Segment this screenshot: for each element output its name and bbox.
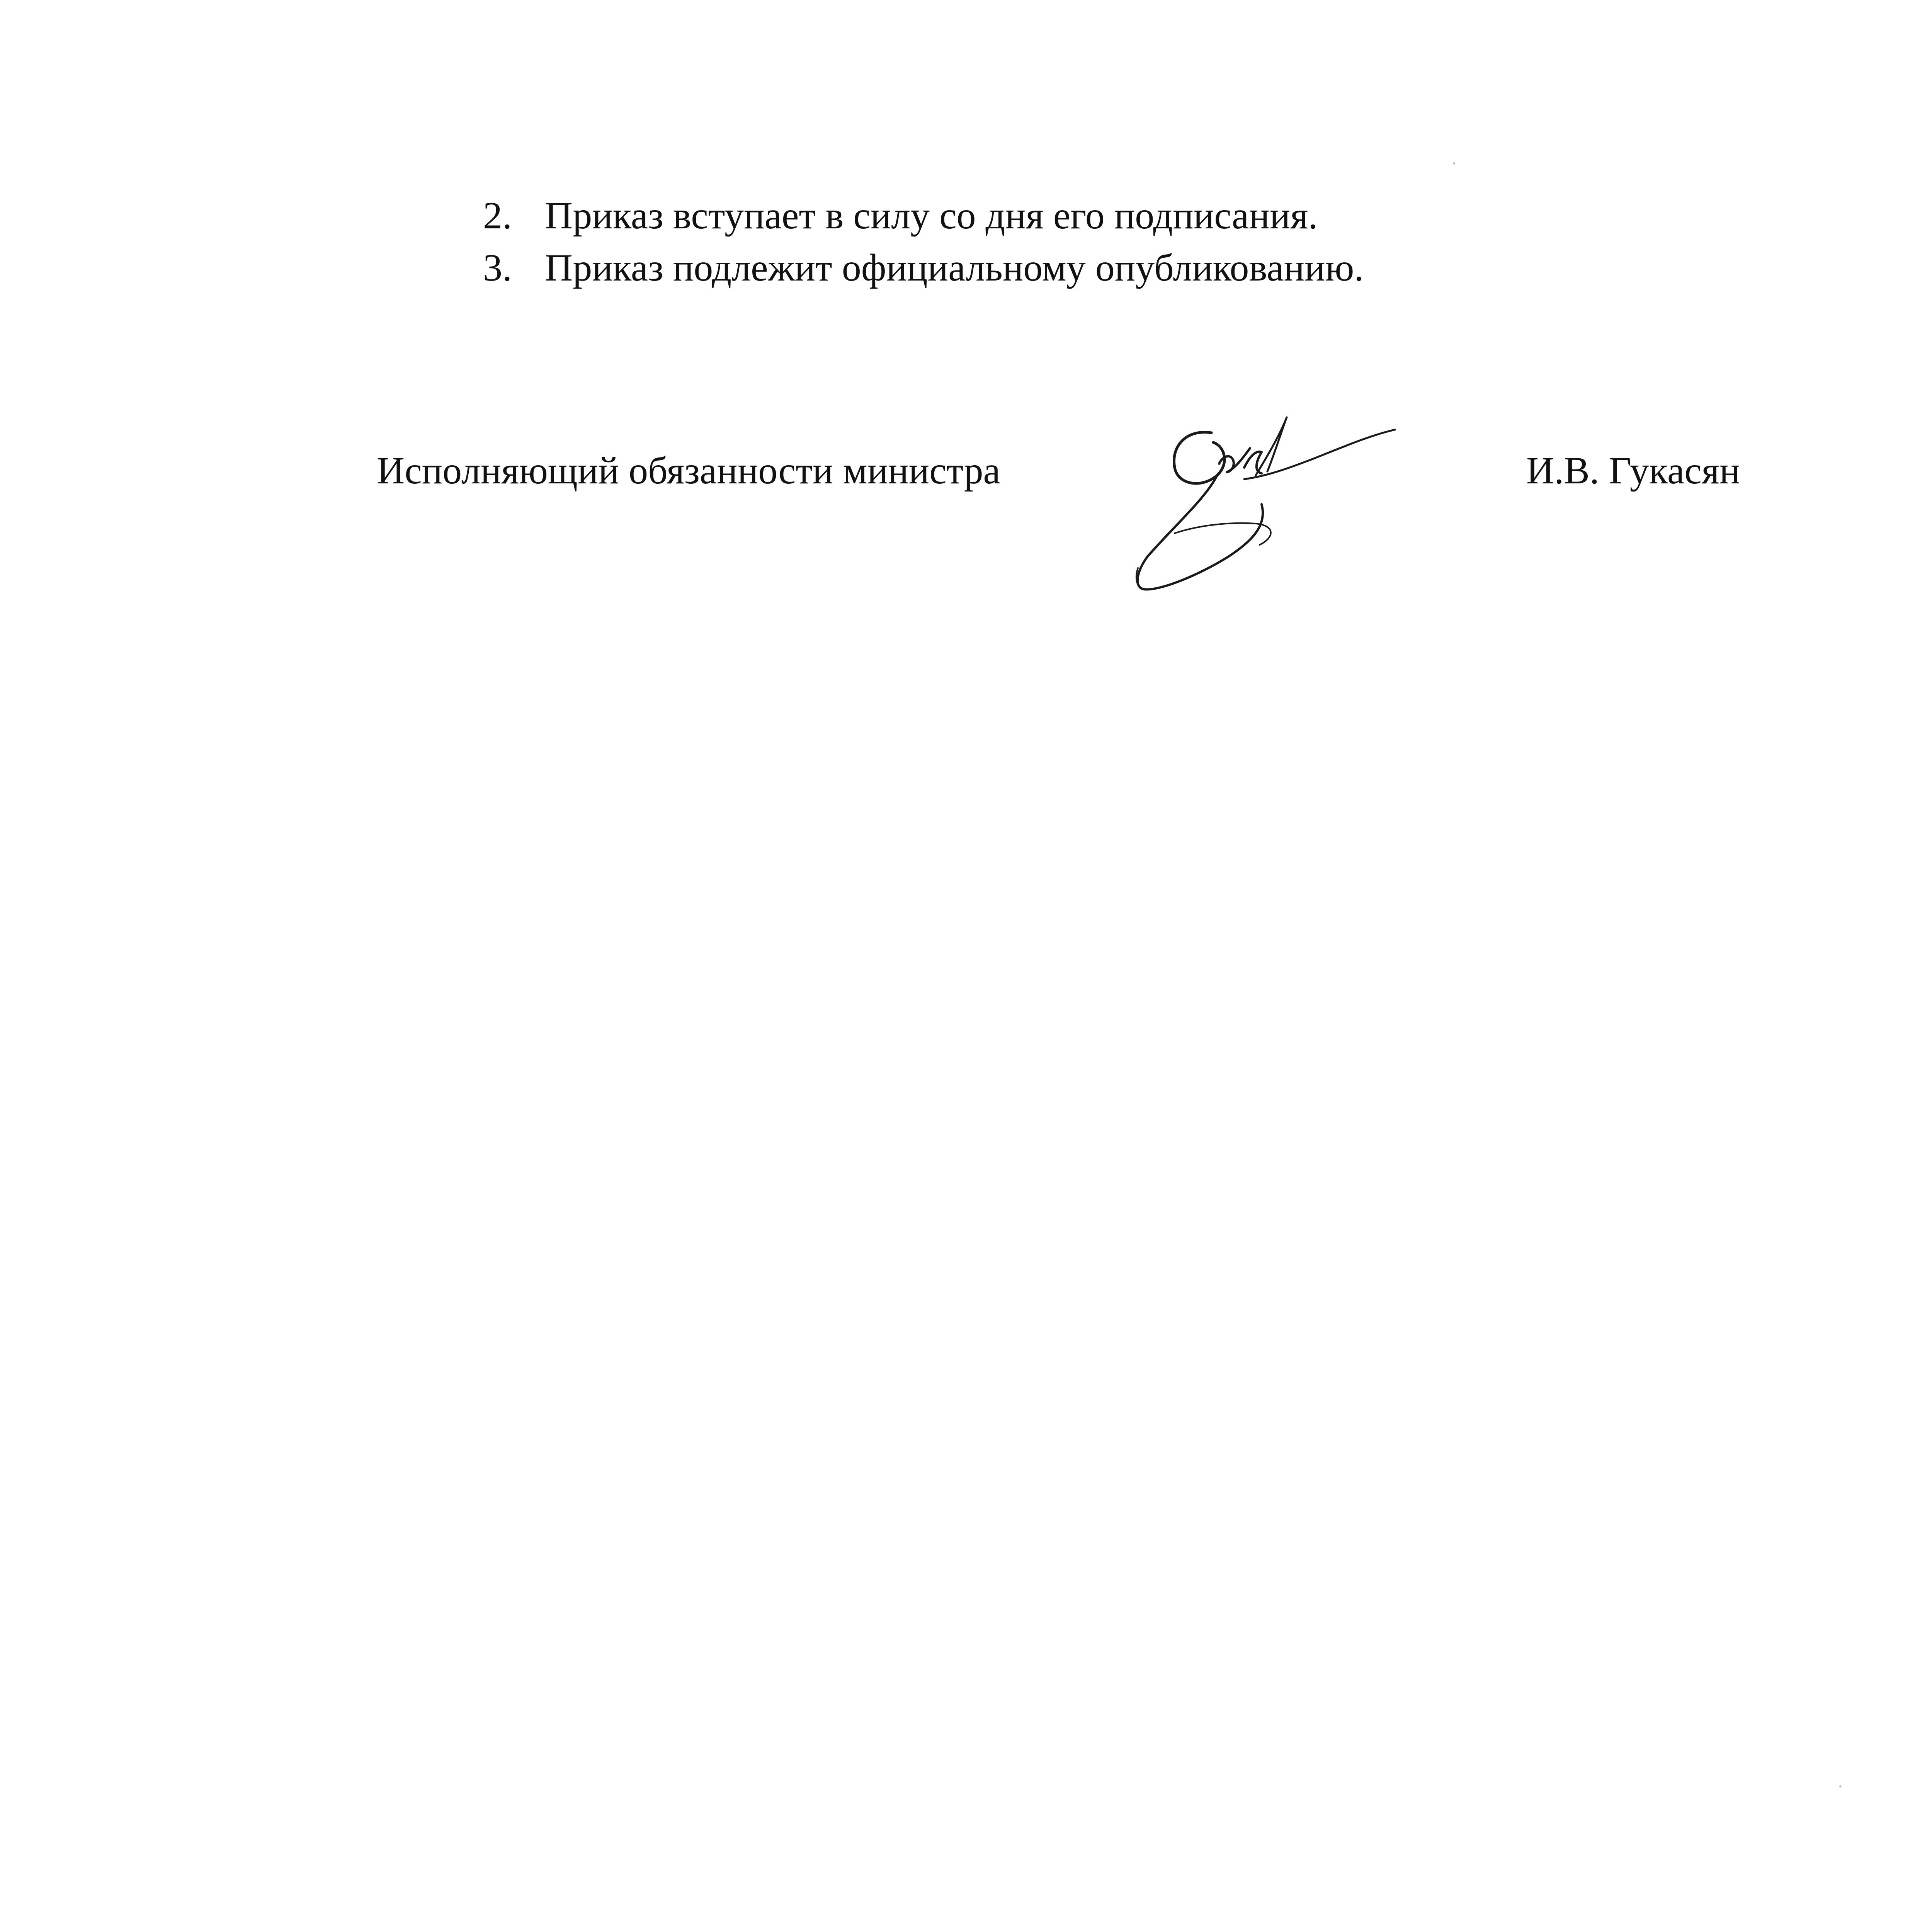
signer-name: И.В. Гукасян [1526,449,1740,492]
list-item-text: Приказ подлежит официальному опубликованию. [545,246,1364,289]
signer-position: Исполняющий обязанности министра [377,449,1000,492]
list-item-text: Приказ вступает в силу со дня его подписания. [545,194,1318,237]
list-item-number: 3. [483,246,512,289]
scan-speck [1453,162,1455,165]
signature-block [0,0,1932,657]
scan-speck [1839,1785,1842,1787]
list-item-number: 2. [483,194,512,237]
handwritten-signature [1128,410,1399,595]
